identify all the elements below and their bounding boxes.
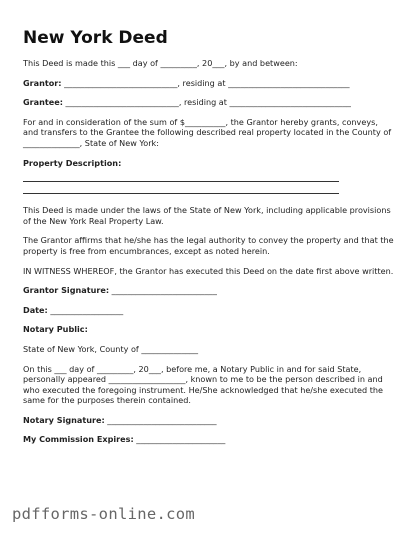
property-description-line-2 [23,182,339,194]
grantor-signature-row [23,285,395,296]
notary-statement-text: On this ___ day of _________, 20___, before me, a Notary Public in and for said State, personally appeared ___________________, known to me to be the person described in and who executed the foregoing instrument. He/She acknowledged that he/she executed the same for the purposes therein contained. [23,363,384,406]
consideration-text: For and in consideration of the sum of $__________, the Grantor hereby grants, conveys, and transfers to the Grantee the following described real property located in the County of ______________, State of New York: [23,116,392,148]
property-description-line-1 [23,168,339,182]
deed-document [23,28,395,445]
notary-signature-label: Notary Signature: [23,414,105,425]
page-title: New York Deed [23,28,168,48]
site-watermark: pdfforms-online.com [12,505,196,523]
laws-text: This Deed is made under the laws of the State of New York, including applicable provisions of the New York Real Property Law. [23,205,391,226]
grantee-fill-line: ____________________________, residing at ______________________________ [62,97,351,108]
grantor-signature-line: __________________________ [109,285,217,296]
commission-expires-row [23,434,395,445]
state-county-text: State of New York, County of ______________ [23,343,199,354]
witness-text: IN WITNESS WHEREOF, the Grantor has executed this Deed on the date first above written. [23,265,394,276]
grantor-label: Grantor: [23,77,62,88]
grantor-signature-label: Grantor Signature: [23,285,110,296]
notary-public-heading: Notary Public: [23,324,88,335]
grantor-row [23,78,395,89]
date-row [23,305,395,316]
property-description-heading: Property Description: [23,157,122,168]
grantor-fill-line: ____________________________, residing at ______________________________ [61,77,350,88]
commission-expires-line: ______________________ [133,434,226,445]
commission-expires-label: My Commission Expires: [23,434,134,445]
intro-text: This Deed is made this ___ day of _________, 20___, by and between: [23,58,298,68]
grantee-row [23,97,395,108]
notary-signature-line: ___________________________ [104,414,217,425]
date-line: __________________ [47,304,124,315]
affirmation-text: The Grantor affirms that he/she has the legal authority to convey the property and that the property is free from encumbrances, except as noted herein. [23,235,394,256]
date-label: Date: [23,304,48,315]
notary-signature-row [23,415,395,426]
grantee-label: Grantee: [23,97,63,108]
